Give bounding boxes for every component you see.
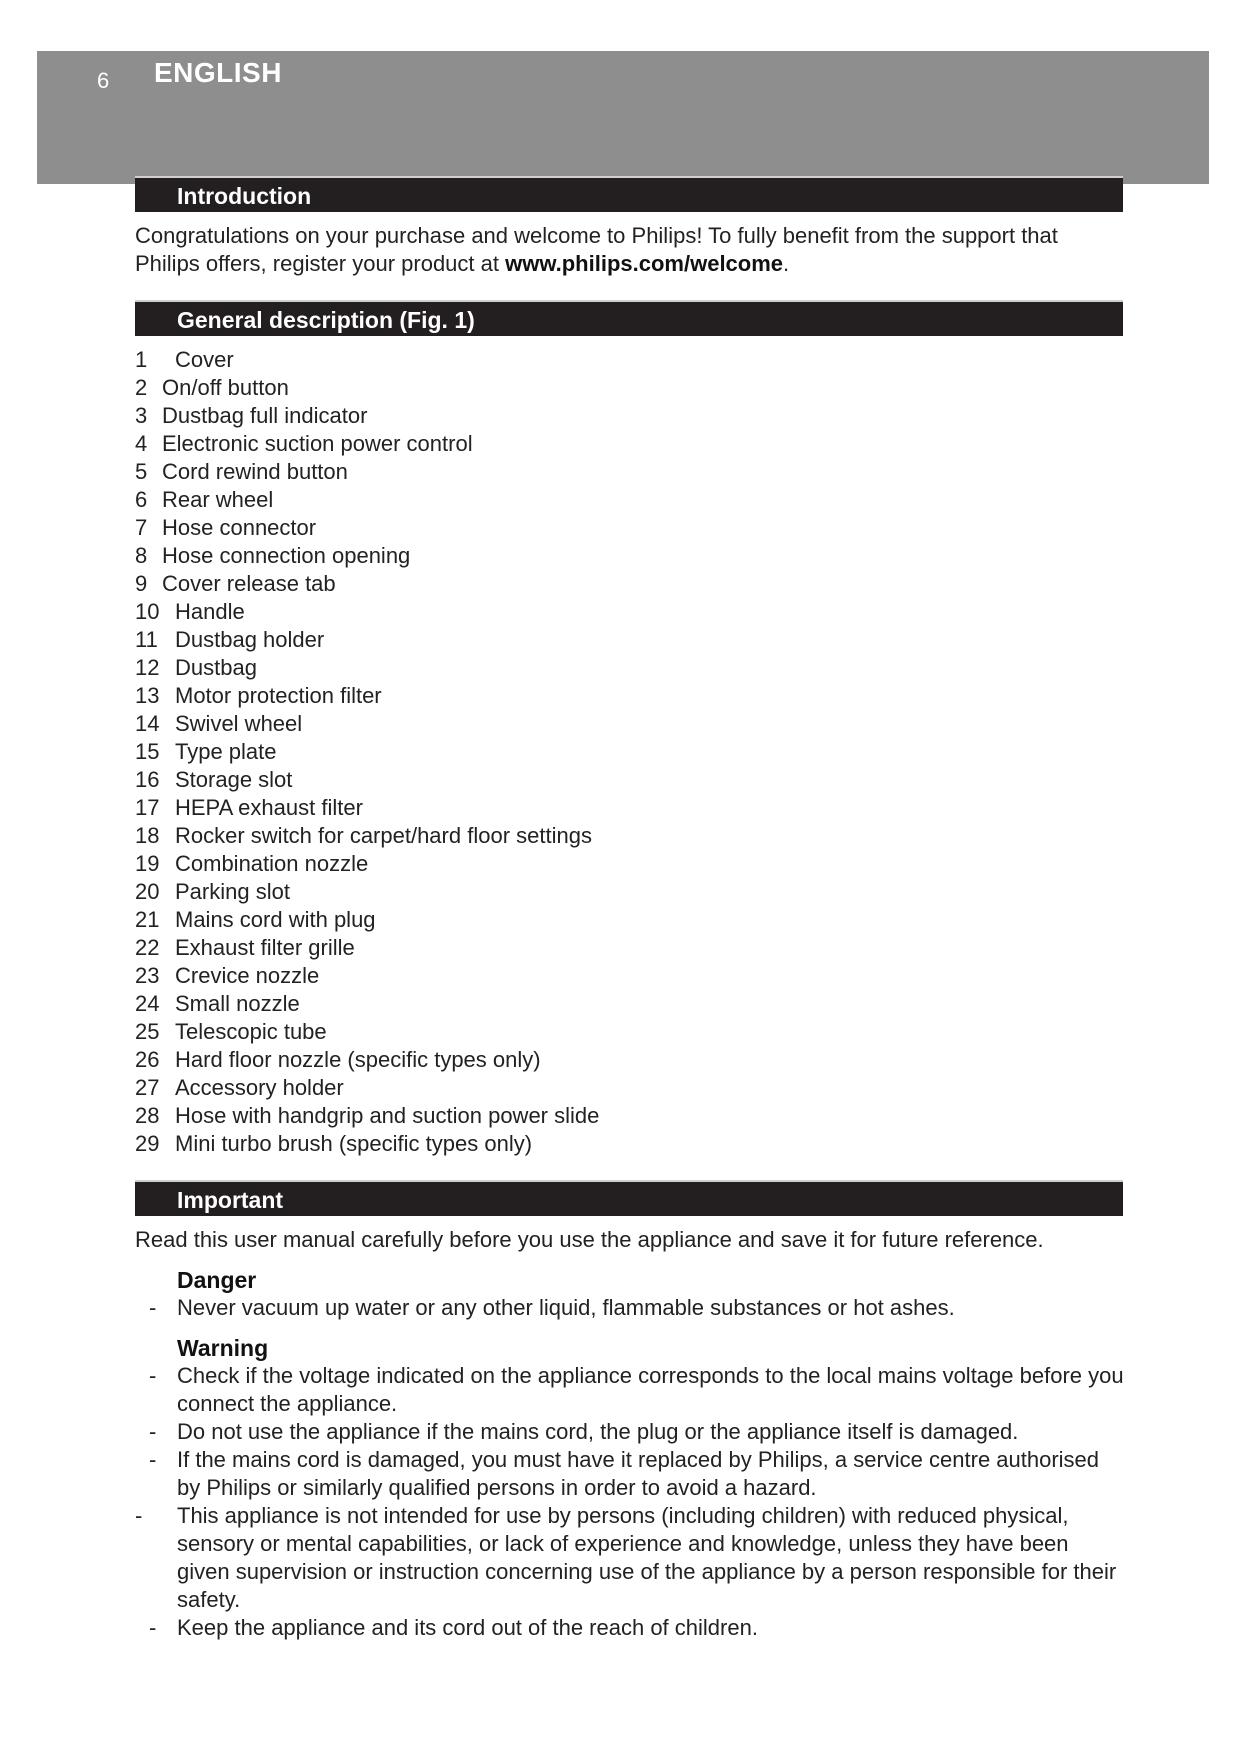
bullet-dash: - — [149, 1447, 157, 1472]
list-item — [135, 990, 1125, 1018]
item-label: Mains cord with plug — [175, 907, 376, 932]
item-number: 17 — [135, 795, 160, 820]
list-item — [135, 598, 1125, 626]
list-item — [135, 1614, 1125, 1642]
bullet-text: Do not use the appliance if the mains cord, the plug or the appliance itself is damaged. — [177, 1419, 1019, 1444]
item-label: Handle — [175, 599, 245, 624]
page-number: 6 — [97, 68, 110, 93]
item-number: 26 — [135, 1047, 160, 1072]
introduction-text — [135, 222, 1125, 278]
page-content — [135, 176, 1125, 1642]
item-number: 28 — [135, 1103, 160, 1128]
list-item — [135, 794, 1125, 822]
list-item — [135, 1418, 1125, 1446]
item-number: 16 — [135, 767, 160, 792]
list-item — [135, 850, 1125, 878]
item-number: 21 — [135, 907, 160, 932]
item-label: Rear wheel — [162, 487, 274, 512]
item-label: Hose connector — [162, 515, 317, 540]
list-item — [135, 878, 1125, 906]
list-item — [135, 822, 1125, 850]
introduction-text-body: Congratulations on your purchase and welcome to Philips! To fully benefit from the support that Philips offers, register your product at — [135, 223, 1058, 276]
item-label: Parking slot — [175, 879, 290, 904]
list-item — [135, 1046, 1125, 1074]
item-number: 19 — [135, 851, 160, 876]
list-item — [135, 1074, 1125, 1102]
list-item — [135, 682, 1125, 710]
item-number: 22 — [135, 935, 160, 960]
item-number: 18 — [135, 823, 160, 848]
item-label: Dustbag full indicator — [162, 403, 368, 428]
item-label: Telescopic tube — [175, 1019, 327, 1044]
item-number: 29 — [135, 1131, 160, 1156]
list-item — [135, 1502, 1125, 1614]
list-item — [135, 626, 1125, 654]
important-intro: Read this user manual carefully before you use the appliance and save it for future reference. — [135, 1227, 1044, 1252]
list-item — [135, 402, 1125, 430]
list-item — [135, 374, 1125, 402]
section-title-important: Important — [135, 1180, 1123, 1216]
item-number: 4 — [135, 431, 148, 456]
section-title-general-description: General description (Fig. 1) — [135, 300, 1123, 336]
language-heading: ENGLISH — [154, 57, 282, 88]
list-item — [135, 1130, 1125, 1158]
item-number: 11 — [135, 627, 158, 652]
list-item — [135, 542, 1125, 570]
bullet-text: Check if the voltage indicated on the appliance corresponds to the local mains voltage before you connect the appliance. — [177, 1363, 1124, 1416]
list-item — [135, 346, 1125, 374]
item-label: Mini turbo brush (specific types only) — [175, 1131, 533, 1156]
section-title-introduction: Introduction — [135, 176, 1123, 212]
item-number: 24 — [135, 991, 160, 1016]
list-item — [135, 654, 1125, 682]
list-item — [135, 906, 1125, 934]
item-number: 23 — [135, 963, 160, 988]
item-number: 27 — [135, 1075, 160, 1100]
list-item — [135, 1446, 1125, 1502]
item-label: HEPA exhaust filter — [175, 795, 363, 820]
bullet-dash: - — [149, 1419, 157, 1444]
list-item — [135, 962, 1125, 990]
bullet-dash: - — [135, 1503, 143, 1528]
item-label: Dustbag — [175, 655, 257, 680]
item-number: 2 — [135, 375, 148, 400]
item-label: Rocker switch for carpet/hard floor settings — [175, 823, 592, 848]
bullet-text: This appliance is not intended for use by persons (including children) with reduced physical, sensory or mental capabilities, or lack of experience and knowledge, unless they have been given supervision or instruction concerning use of the appliance by a person responsible for their safety. — [177, 1503, 1117, 1612]
danger-heading: Danger — [177, 1267, 257, 1293]
item-label: Hose connection opening — [162, 543, 411, 568]
bullet-text: Keep the appliance and its cord out of the reach of children. — [177, 1615, 758, 1640]
bullet-text: If the mains cord is damaged, you must have it replaced by Philips, a service centre authorised by Philips or similarly qualified persons in order to avoid a hazard. — [177, 1447, 1100, 1500]
item-label: Cover release tab — [162, 571, 336, 596]
item-label: Swivel wheel — [175, 711, 303, 736]
item-label: Storage slot — [175, 767, 293, 792]
list-item — [135, 934, 1125, 962]
item-label: On/off button — [162, 375, 289, 400]
list-item — [135, 710, 1125, 738]
list-item — [135, 1362, 1125, 1418]
introduction-text-end: . — [783, 251, 790, 276]
item-number: 8 — [135, 543, 148, 568]
item-number: 6 — [135, 487, 148, 512]
item-number: 15 — [135, 739, 160, 764]
item-number: 13 — [135, 683, 160, 708]
warning-heading: Warning — [177, 1335, 269, 1361]
bullet-dash: - — [149, 1615, 157, 1640]
item-label: Crevice nozzle — [175, 963, 320, 988]
item-label: Accessory holder — [175, 1075, 344, 1100]
list-item — [135, 1018, 1125, 1046]
list-item — [135, 1102, 1125, 1130]
item-number: 1 — [135, 347, 148, 372]
parts-list — [135, 346, 1125, 1158]
bullet-dash: - — [149, 1295, 157, 1320]
item-number: 7 — [135, 515, 148, 540]
list-item — [135, 514, 1125, 542]
bullet-dash: - — [149, 1363, 157, 1388]
item-number: 3 — [135, 403, 148, 428]
item-label: Cord rewind button — [162, 459, 348, 484]
item-number: 20 — [135, 879, 160, 904]
list-item — [135, 1294, 1125, 1322]
item-label: Electronic suction power control — [162, 431, 473, 456]
danger-list — [135, 1294, 1125, 1322]
item-label: Hard floor nozzle (specific types only) — [175, 1047, 541, 1072]
list-item — [135, 486, 1125, 514]
list-item — [135, 430, 1125, 458]
list-item — [135, 738, 1125, 766]
item-label: Exhaust filter grille — [175, 935, 355, 960]
item-number: 9 — [135, 571, 148, 596]
item-label: Motor protection filter — [175, 683, 382, 708]
list-item — [135, 766, 1125, 794]
item-number: 14 — [135, 711, 160, 736]
item-label: Small nozzle — [175, 991, 300, 1016]
item-label: Dustbag holder — [175, 627, 325, 652]
item-number: 5 — [135, 459, 148, 484]
item-label: Hose with handgrip and suction power slide — [175, 1103, 600, 1128]
item-number: 12 — [135, 655, 160, 680]
list-item — [135, 570, 1125, 598]
item-label: Combination nozzle — [175, 851, 369, 876]
item-label: Type plate — [175, 739, 277, 764]
item-label: Cover — [175, 347, 234, 372]
bullet-text: Never vacuum up water or any other liquid, flammable substances or hot ashes. — [177, 1295, 955, 1320]
welcome-link[interactable]: www.philips.com/welcome — [505, 251, 784, 276]
warning-list — [135, 1362, 1125, 1642]
list-item — [135, 458, 1125, 486]
item-number: 25 — [135, 1019, 160, 1044]
item-number: 10 — [135, 599, 160, 624]
